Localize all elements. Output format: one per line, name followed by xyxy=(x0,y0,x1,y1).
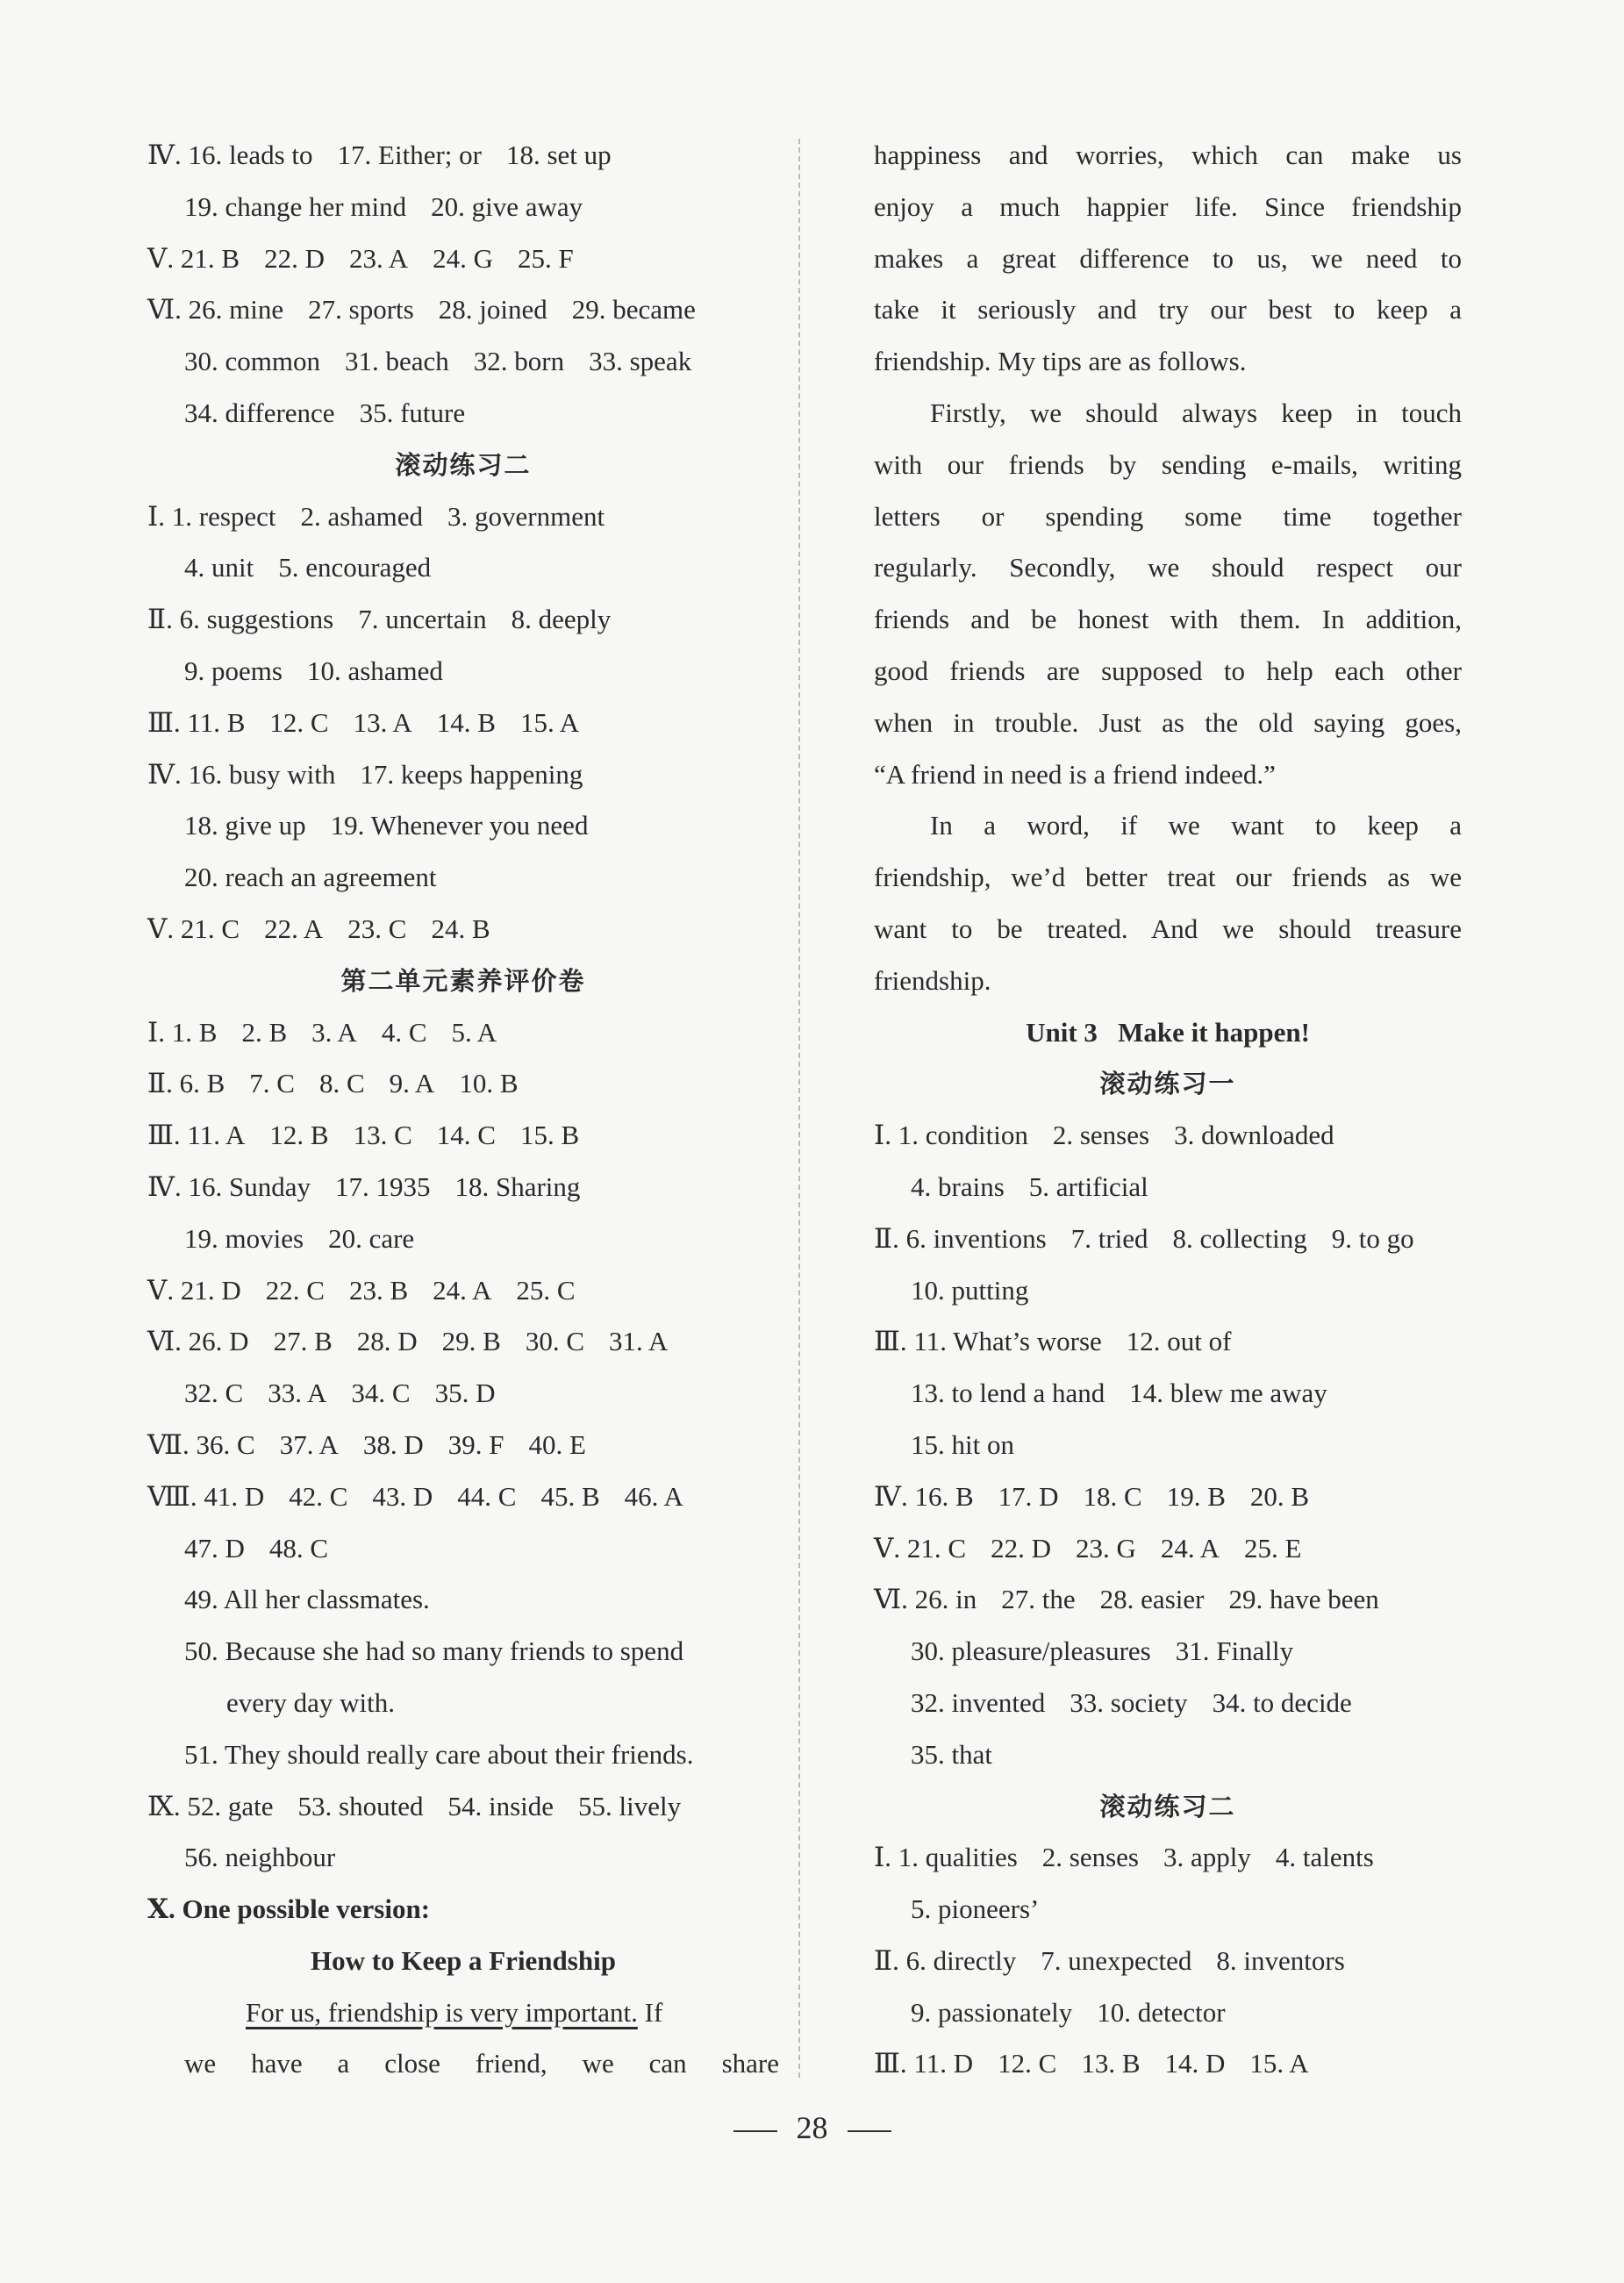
answer-line xyxy=(147,1316,779,1368)
answer-item: 8. deeply xyxy=(511,604,612,635)
answer-item: Ⅳ. 16. Sunday xyxy=(147,1170,311,1202)
answer-line xyxy=(874,1316,1462,1368)
answer-line xyxy=(147,1729,779,1781)
answer-item: 9. A xyxy=(389,1068,435,1099)
answer-item: 12. C xyxy=(269,706,329,738)
answer-item: 24. G xyxy=(433,242,494,274)
section-heading: 第二单元素养评价卷 xyxy=(340,965,586,996)
answer-line xyxy=(147,284,779,336)
answer-item: 17. keeps happening xyxy=(360,758,583,790)
answer-line xyxy=(147,130,779,182)
answer-item: 3. downloaded xyxy=(1174,1120,1334,1151)
essay-underlined-sentence: For us, friendship is very important. xyxy=(246,1996,638,2028)
answer-item: Ⅳ. 16. B xyxy=(874,1480,974,1512)
essay-line: we have a close friend, we can share xyxy=(184,2048,779,2079)
answer-item: 56. neighbour xyxy=(184,1842,336,1873)
answer-line xyxy=(147,542,779,594)
answer-item: 30. pleasure/pleasures xyxy=(911,1635,1151,1667)
answer-line xyxy=(147,800,779,852)
answer-item: Ⅳ. 16. busy with xyxy=(147,758,336,790)
answer-item: 31. Finally xyxy=(1175,1635,1294,1667)
answer-item: 4. unit xyxy=(184,552,254,583)
answer-item: 13. B xyxy=(1081,2048,1141,2079)
answer-line xyxy=(874,1729,1462,1781)
answer-item: 9. poems xyxy=(184,655,283,686)
answer-item: 4. brains xyxy=(911,1170,1005,1202)
essay-line: letters or spending some time together xyxy=(874,500,1462,532)
answer-line xyxy=(874,1420,1462,1471)
essay-title: How to Keep a Friendship xyxy=(311,1944,616,1976)
answer-item: Ⅴ. 21. D xyxy=(147,1274,241,1306)
essay-line: want to be treated. And we should treasure xyxy=(874,912,1462,944)
essay-line: friends and be honest with them. In addition, xyxy=(874,604,1462,635)
essay-text: If xyxy=(637,1996,663,2028)
essay-line: friendship. My tips are as follows. xyxy=(874,346,1247,377)
answer-line xyxy=(874,1368,1462,1420)
answer-line xyxy=(147,1368,779,1420)
answer-item: Ⅰ. 1. condition xyxy=(874,1120,1028,1151)
answer-item: 9. to go xyxy=(1331,1222,1414,1254)
answer-item: 25. C xyxy=(516,1274,576,1306)
answer-item: Ⅱ. 6. inventions xyxy=(874,1222,1047,1254)
left-column xyxy=(147,130,779,2090)
answer-item: Ⅲ. 11. D xyxy=(874,2048,974,2079)
answer-line xyxy=(874,1574,1462,1626)
answer-item: 37. A xyxy=(279,1428,339,1460)
answer-item: 34. to decide xyxy=(1212,1686,1352,1718)
answer-item: 55. lively xyxy=(578,1790,682,1821)
answer-item: 5. artificial xyxy=(1028,1170,1148,1202)
essay-line: when in trouble. Just as the old saying goes, xyxy=(874,706,1462,738)
answer-line xyxy=(874,1936,1462,1987)
answer-item: 14. C xyxy=(436,1120,496,1151)
answer-line xyxy=(147,646,779,698)
answer-item: 2. senses xyxy=(1052,1120,1150,1151)
answer-item: 32. born xyxy=(473,346,565,377)
answer-item: Ⅸ. 52. gate xyxy=(147,1790,274,1821)
answer-item: 28. easier xyxy=(1099,1584,1205,1615)
answer-item: 29. became xyxy=(571,294,696,326)
answer-item: 32. C xyxy=(184,1378,244,1409)
answer-item: 35. future xyxy=(359,397,466,428)
answer-item: 15. B xyxy=(519,1120,580,1151)
answer-item: 7. tried xyxy=(1070,1222,1148,1254)
essay-line: take it seriously and try our best to keep a xyxy=(874,294,1462,326)
answer-item: Ⅷ. 41. D xyxy=(147,1480,265,1512)
answer-item: 25. F xyxy=(518,242,574,274)
answer-item: 8. inventors xyxy=(1216,1944,1345,1976)
answer-item: 10. detector xyxy=(1097,1996,1226,2028)
answer-item: 8. C xyxy=(318,1068,365,1099)
answer-item: 7. C xyxy=(249,1068,295,1099)
answer-item: 17. D xyxy=(998,1480,1059,1512)
answer-item: Ⅲ. 11. What’s worse xyxy=(874,1326,1102,1357)
answer-item: 13. C xyxy=(353,1120,412,1151)
answer-item: 23. B xyxy=(348,1274,409,1306)
answer-item: Ⅴ. 21. C xyxy=(874,1532,967,1564)
answer-item: 10. ashamed xyxy=(306,655,443,686)
answer-item: 15. hit on xyxy=(911,1428,1014,1460)
answer-line xyxy=(147,233,779,285)
essay-line: happiness and worries, which can make us xyxy=(874,140,1462,170)
answer-item: 28. joined xyxy=(438,294,547,326)
answer-item: 27. B xyxy=(273,1326,333,1357)
answer-item: 18. C xyxy=(1083,1480,1142,1512)
answer-item: 34. C xyxy=(351,1378,411,1409)
answer-item: 23. A xyxy=(348,242,409,274)
answer-item: 12. out of xyxy=(1126,1326,1232,1357)
answer-item: 31. beach xyxy=(345,346,449,377)
answer-item: 29. B xyxy=(441,1326,501,1357)
section-heading: 滚动练习二 xyxy=(1099,1791,1236,1821)
answer-line xyxy=(874,2038,1462,2090)
answer-item: 35. D xyxy=(434,1378,496,1409)
answer-item: 54. inside xyxy=(447,1790,554,1821)
answer-item: 13. to lend a hand xyxy=(911,1378,1105,1409)
answer-item: 19. change her mind xyxy=(184,190,407,222)
answer-item: 19. B xyxy=(1166,1480,1226,1512)
answer-item: 14. D xyxy=(1164,2048,1226,2079)
answer-item: 10. B xyxy=(459,1068,519,1099)
answer-line xyxy=(147,1678,779,1729)
answer-line xyxy=(874,1213,1462,1265)
answer-item: 40. E xyxy=(528,1428,586,1460)
answer-item: 18. set up xyxy=(505,140,612,170)
answer-item: 49. All her classmates. xyxy=(184,1584,430,1615)
answer-item: 14. blew me away xyxy=(1129,1378,1327,1409)
answer-item: 43. D xyxy=(372,1480,433,1512)
answer-item: 27. the xyxy=(1001,1584,1076,1615)
essay-paragraph-start: Firstly, we should always keep in touch xyxy=(930,397,1462,428)
footer-dash-left xyxy=(733,2130,777,2132)
answer-line xyxy=(147,594,779,646)
answer-item: 4. C xyxy=(381,1016,427,1048)
answer-item: 20. give away xyxy=(431,190,583,222)
answer-item: 44. C xyxy=(457,1480,517,1512)
answer-item: 9. passionately xyxy=(911,1996,1073,2028)
answer-line xyxy=(147,1471,779,1523)
answer-line xyxy=(147,1265,779,1317)
answer-line xyxy=(874,1884,1462,1936)
answer-line xyxy=(147,1162,779,1213)
answer-item: 53. shouted xyxy=(297,1790,424,1821)
answer-item: Ⅲ. 11. B xyxy=(147,706,246,738)
right-column xyxy=(874,130,1462,2090)
answer-item: 30. common xyxy=(184,346,320,377)
answer-item: Ⅶ. 36. C xyxy=(147,1428,255,1460)
answer-line xyxy=(874,1471,1462,1523)
answer-line xyxy=(147,852,779,904)
answer-item: 2. ashamed xyxy=(300,500,423,532)
answer-item: 3. apply xyxy=(1163,1842,1251,1873)
answer-item: Ⅳ. 16. leads to xyxy=(147,140,313,170)
answer-item: 5. A xyxy=(451,1016,497,1048)
answer-line xyxy=(147,1420,779,1471)
answer-line xyxy=(874,1265,1462,1317)
answer-item: 46. A xyxy=(624,1480,683,1512)
answer-item: 5. encouraged xyxy=(278,552,432,583)
answer-line xyxy=(147,1007,779,1059)
answer-item: Ⅴ. 21. C xyxy=(147,912,240,944)
answer-item: 22. C xyxy=(265,1274,325,1306)
answer-line xyxy=(147,1213,779,1265)
essay-line: with our friends by sending e-mails, writing xyxy=(874,448,1462,480)
essay-paragraph-start: In a word, if we want to keep a xyxy=(930,810,1462,841)
answer-item: 8. collecting xyxy=(1172,1222,1307,1254)
answer-item: 4. talents xyxy=(1275,1842,1374,1873)
answer-item: 12. B xyxy=(269,1120,329,1151)
answer-item: 22. A xyxy=(264,912,324,944)
answer-line xyxy=(874,1110,1462,1162)
answer-line xyxy=(147,388,779,440)
answer-item: 18. give up xyxy=(184,810,306,841)
footer-dash-right xyxy=(848,2130,891,2132)
section-heading: 滚动练习二 xyxy=(395,449,532,480)
section-heading: 滚动练习一 xyxy=(1099,1069,1236,1099)
page-number: 28 xyxy=(796,2110,828,2145)
essay-line: good friends are supposed to help each other xyxy=(874,655,1462,686)
answer-item: 3. government xyxy=(447,500,605,532)
answer-item: Ⅱ. 6. B xyxy=(147,1068,225,1099)
answer-item: 45. B xyxy=(540,1480,600,1512)
answer-line xyxy=(874,1987,1462,2039)
page-number-footer xyxy=(0,2106,1624,2150)
answer-item: 35. that xyxy=(911,1738,992,1770)
answer-item: 17. Either; or xyxy=(337,140,482,170)
answer-item: 23. G xyxy=(1075,1532,1136,1564)
answer-line xyxy=(147,698,779,749)
answer-line xyxy=(147,1781,779,1833)
answer-line xyxy=(147,904,779,955)
answer-item: 28. D xyxy=(356,1326,418,1357)
answer-item: 24. B xyxy=(431,912,490,944)
answer-line xyxy=(874,1832,1462,1884)
essay-line: friendship, we’d better treat our friends as we xyxy=(874,862,1462,893)
answer-item: Ⅵ. 26. D xyxy=(147,1326,249,1357)
answer-item: Ⅰ. 1. qualities xyxy=(874,1842,1018,1873)
answer-item: 32. invented xyxy=(911,1686,1046,1718)
section-label: Ⅹ. One possible version: xyxy=(147,1893,431,1925)
answer-item: Ⅰ. 1. B xyxy=(147,1016,218,1048)
answer-line xyxy=(147,491,779,543)
answer-item: 24. A xyxy=(433,1274,492,1306)
answer-item: every day with. xyxy=(226,1686,395,1718)
answer-line xyxy=(874,1523,1462,1575)
answer-item: 38. D xyxy=(362,1428,424,1460)
answer-item: 7. unexpected xyxy=(1041,1944,1192,1976)
answer-item: 5. pioneers’ xyxy=(911,1893,1040,1925)
answer-item: 20. reach an agreement xyxy=(184,862,437,893)
answer-item: 20. B xyxy=(1249,1480,1310,1512)
answer-item: Ⅴ. 21. B xyxy=(147,242,240,274)
answer-item: 10. putting xyxy=(911,1274,1029,1306)
answer-item: 31. A xyxy=(609,1326,669,1357)
answer-item: 33. speak xyxy=(589,346,692,377)
answer-item: Ⅱ. 6. suggestions xyxy=(147,604,334,635)
answer-line xyxy=(874,1626,1462,1678)
answer-line xyxy=(874,1678,1462,1729)
answer-line xyxy=(147,1626,779,1678)
answer-item: 34. difference xyxy=(184,397,335,428)
answer-item: 25. E xyxy=(1244,1532,1302,1564)
answer-item: Ⅵ. 26. in xyxy=(874,1584,977,1615)
answer-item: 27. sports xyxy=(308,294,414,326)
answer-item: 50. Because she had so many friends to spend xyxy=(184,1635,684,1667)
answer-item: 23. C xyxy=(347,912,407,944)
answer-item: 18. Sharing xyxy=(454,1170,581,1202)
essay-line: friendship. xyxy=(874,964,991,996)
answer-item: 13. A xyxy=(353,706,412,738)
answer-item: 15. A xyxy=(519,706,580,738)
answer-item: 7. uncertain xyxy=(358,604,487,635)
essay-line: “A friend in need is a friend indeed.” xyxy=(874,758,1276,790)
answer-line xyxy=(147,182,779,233)
answer-item: 33. society xyxy=(1070,1686,1188,1718)
answer-item: 19. movies xyxy=(184,1222,304,1254)
answer-line xyxy=(147,1523,779,1575)
answer-item: 22. D xyxy=(991,1532,1051,1564)
answer-line xyxy=(147,336,779,388)
answer-item: Ⅱ. 6. directly xyxy=(874,1944,1017,1976)
essay-line: enjoy a much happier life. Since friendship xyxy=(874,190,1462,222)
answer-item: 30. C xyxy=(525,1326,585,1357)
answer-item: Ⅵ. 26. mine xyxy=(147,294,284,326)
column-divider xyxy=(798,139,800,2078)
answer-item: 29. have been xyxy=(1228,1584,1379,1615)
answer-line xyxy=(147,1574,779,1626)
answer-item: 20. care xyxy=(328,1222,415,1254)
essay-title: Unit 3 Make it happen! xyxy=(1026,1016,1310,1048)
answer-item: 17. 1935 xyxy=(334,1170,431,1202)
answer-item: Ⅲ. 11. A xyxy=(147,1120,246,1151)
answer-line xyxy=(147,749,779,801)
answer-item: 12. C xyxy=(998,2048,1057,2079)
answer-item: 2. senses xyxy=(1041,1842,1139,1873)
answer-item: 47. D xyxy=(184,1532,245,1564)
essay-line: makes a great difference to us, we need to xyxy=(874,242,1462,274)
answer-item: 2. B xyxy=(241,1016,288,1048)
answer-item: 14. B xyxy=(436,706,496,738)
answer-item: 19. Whenever you need xyxy=(330,810,589,841)
answer-item: 39. F xyxy=(447,1428,504,1460)
answer-item: 24. A xyxy=(1160,1532,1220,1564)
answer-item: 51. They should really care about their friends. xyxy=(184,1738,694,1770)
essay-line xyxy=(147,1987,779,2039)
answer-line xyxy=(147,1832,779,1884)
answer-item: 3. A xyxy=(311,1016,357,1048)
answer-item: 48. C xyxy=(268,1532,329,1564)
answer-item: 42. C xyxy=(289,1480,348,1512)
essay-line: regularly. Secondly, we should respect our xyxy=(874,552,1462,583)
answer-item: 15. A xyxy=(1249,2048,1309,2079)
answer-item: 22. D xyxy=(264,242,325,274)
answer-item: 33. A xyxy=(268,1378,327,1409)
answer-line xyxy=(147,1058,779,1110)
answer-item: Ⅰ. 1. respect xyxy=(147,500,276,532)
answer-line xyxy=(874,1162,1462,1213)
answer-line xyxy=(147,1110,779,1162)
